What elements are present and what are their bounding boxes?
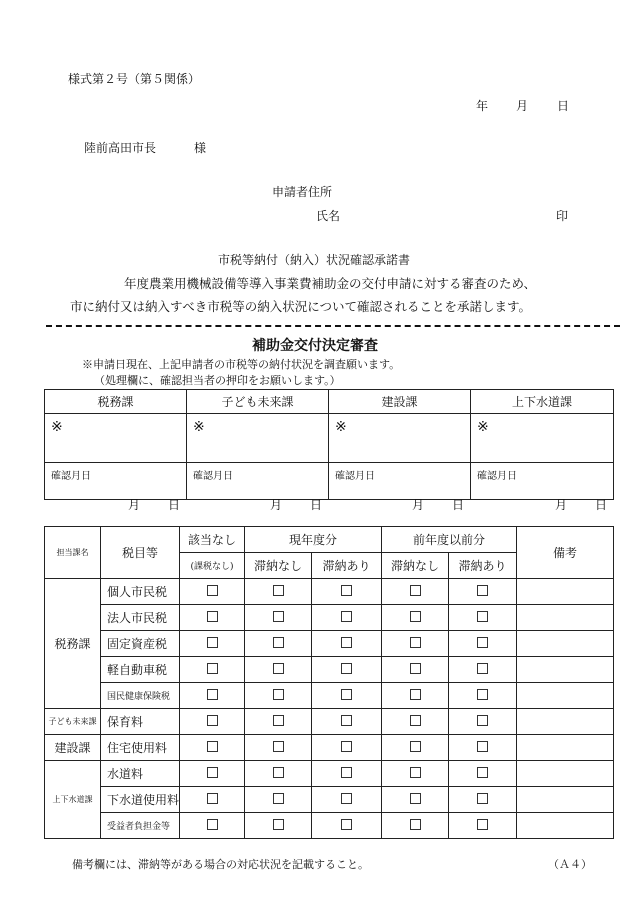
confirm-date-field[interactable] [471,463,614,512]
checkbox[interactable] [477,585,488,596]
confirm-date-label: 確認月日 [335,471,375,482]
remarks-cell[interactable] [517,605,614,631]
checkbox[interactable] [477,663,488,674]
remarks-cell[interactable] [517,735,614,761]
checkbox[interactable] [273,663,284,674]
confirm-date-label: 確認月日 [193,471,233,482]
checkbox-cell [449,813,517,839]
checkbox[interactable] [207,715,218,726]
checkbox[interactable] [477,611,488,622]
checkbox-cell [245,813,312,839]
checkbox-cell [382,605,449,631]
table-row [45,813,614,839]
table-row [45,709,614,735]
checkbox[interactable] [410,637,421,648]
checkbox[interactable] [410,585,421,596]
table-row [45,605,614,631]
checkbox-cell [382,787,449,813]
remarks-cell[interactable] [517,657,614,683]
checkbox-cell [449,787,517,813]
checkbox[interactable] [410,611,421,622]
checkbox[interactable] [477,637,488,648]
checkbox-cell [312,657,382,683]
checkbox[interactable] [410,767,421,778]
seal-field[interactable] [45,414,187,463]
table-row [45,787,614,813]
review-title: 補助金交付決定審査 [252,338,378,354]
day-label: 日 [167,498,180,512]
dept-header: 建設課 [329,390,471,414]
confirm-date-label: 確認月日 [477,471,517,482]
confirm-date-label: 確認月日 [51,471,91,482]
month-label: 月 [127,498,140,512]
day-label: 日 [451,498,464,512]
consent-title: 市税等納付（納入）状況確認承諾書 [218,253,411,267]
table-row [45,683,614,709]
checkbox[interactable] [410,663,421,674]
checkbox-cell [180,579,245,605]
previous-arrears-header: 滞納あり [449,553,517,579]
consent-line-1: 年度農業用機械設備等導入事業費補助金の交付申請に対する審査のため、 [124,276,537,291]
seal-mark: 印 [556,209,569,223]
remarks-cell[interactable] [517,579,614,605]
tax-item-cell: 保育料 [101,709,180,735]
checkbox[interactable] [410,793,421,804]
remarks-cell[interactable] [517,813,614,839]
checkbox-cell [245,735,312,761]
dept-cell: 子ども未来課 [45,709,101,735]
dept-header: 税務課 [45,390,187,414]
checkbox[interactable] [477,689,488,700]
seal-field[interactable] [471,414,614,463]
tax-status-table [44,526,614,839]
table-row [45,761,614,787]
checkbox-cell [382,657,449,683]
note-mark: ※ [335,419,347,435]
checkbox[interactable] [207,767,218,778]
note-mark: ※ [193,419,205,435]
checkbox-cell [245,761,312,787]
checkbox[interactable] [410,689,421,700]
checkbox-cell [180,709,245,735]
tax-item-cell: 水道料 [101,761,180,787]
checkbox[interactable] [273,819,284,830]
table-row [45,735,614,761]
checkbox-cell [180,657,245,683]
checkbox[interactable] [410,741,421,752]
checkbox[interactable] [341,663,352,674]
checkbox-cell [449,657,517,683]
checkbox[interactable] [207,663,218,674]
checkbox-cell [180,683,245,709]
current-arrears-header: 滞納あり [312,553,382,579]
checkbox-cell [312,631,382,657]
checkbox[interactable] [410,715,421,726]
seal-field[interactable] [329,414,471,463]
checkbox-cell [382,683,449,709]
checkbox-cell [312,683,382,709]
current-year-header: 現年度分 [245,527,382,553]
dept-header: 上下水道課 [471,390,614,414]
checkbox-cell [245,709,312,735]
note-mark: ※ [477,419,489,435]
table-row [45,579,614,605]
checkbox[interactable] [341,585,352,596]
month-label: 月 [554,498,567,512]
tax-item-cell: 住宅使用料 [101,735,180,761]
date-year-label: 年 [476,99,489,113]
dept-cell: 上下水道課 [45,761,101,839]
date-day-label: 日 [557,99,570,113]
checkbox[interactable] [273,637,284,648]
checkbox[interactable] [273,689,284,700]
addressee: 陸前高田市長 [84,141,157,155]
previous-no-arrears-header: 滞納なし [382,553,449,579]
footer-note: 備考欄には、滞納等がある場合の対応状況を記載すること。 [72,858,369,871]
checkbox-cell [245,683,312,709]
checkbox[interactable] [273,767,284,778]
checkbox-cell [180,761,245,787]
checkbox[interactable] [273,741,284,752]
checkbox-cell [245,631,312,657]
day-label: 日 [594,498,607,512]
checkbox-cell [382,761,449,787]
checkbox[interactable] [207,585,218,596]
consent-line-2: 市に納付又は納入すべき市税等の納入状況について確認されることを承諾します。 [70,299,532,314]
checkbox-cell [245,787,312,813]
tax-item-cell: 受益者負担金等 [101,813,180,839]
checkbox-cell [382,709,449,735]
tax-item-cell: 個人市民税 [101,579,180,605]
checkbox-cell [312,761,382,787]
checkbox[interactable] [341,793,352,804]
review-note-2: （処理欄に、確認担当者の押印をお願いします。） [94,374,341,387]
checkbox-cell [180,735,245,761]
tax-item-cell: 軽自動車税 [101,657,180,683]
month-label: 月 [411,498,424,512]
item-column-header: 税目等 [101,527,180,579]
cut-line-divider [46,325,620,327]
honorific: 様 [194,141,207,155]
checkbox[interactable] [273,715,284,726]
remarks-cell[interactable] [517,709,614,735]
paper-size: （Ａ４） [548,858,592,871]
checkbox-cell [382,735,449,761]
checkbox-cell [180,813,245,839]
checkbox[interactable] [273,793,284,804]
checkbox[interactable] [207,611,218,622]
checkbox[interactable] [207,793,218,804]
tax-item-cell: 下水道使用料 [101,787,180,813]
checkbox-cell [312,813,382,839]
checkbox[interactable] [341,611,352,622]
checkbox[interactable] [341,767,352,778]
remarks-column-header: 備考 [517,527,614,579]
checkbox[interactable] [207,819,218,830]
checkbox-cell [312,787,382,813]
checkbox-cell [449,579,517,605]
dept-column-header: 担当課名 [45,527,101,579]
checkbox-cell [180,631,245,657]
none-column-header: 該当なし [180,527,245,553]
checkbox[interactable] [477,767,488,778]
remarks-cell[interactable] [517,683,614,709]
checkbox[interactable] [477,741,488,752]
review-note-1: ※申請日現在、上記申請者の市税等の納付状況を調査願います。 [82,358,401,371]
checkbox-cell [245,657,312,683]
applicant-address-label: 申請者住所 [272,185,333,199]
checkbox-cell [449,683,517,709]
note-mark: ※ [51,419,63,435]
checkbox-cell [180,605,245,631]
checkbox[interactable] [341,637,352,648]
confirm-date-field[interactable] [329,463,471,512]
checkbox-cell [180,787,245,813]
checkbox[interactable] [477,819,488,830]
checkbox[interactable] [207,637,218,648]
applicant-name-label: 氏名 [316,209,341,223]
seal-field[interactable] [187,414,329,463]
checkbox[interactable] [477,715,488,726]
dept-cell: 税務課 [45,579,101,709]
checkbox[interactable] [207,689,218,700]
checkbox[interactable] [477,793,488,804]
checkbox[interactable] [341,819,352,830]
checkbox-cell [382,631,449,657]
day-label: 日 [309,498,322,512]
checkbox-cell [449,605,517,631]
checkbox[interactable] [273,585,284,596]
confirm-date-field[interactable] [187,463,329,512]
checkbox-cell [245,605,312,631]
confirm-date-field[interactable] [45,463,187,512]
none-sub-header: (課税なし) [180,553,245,579]
checkbox-cell [449,631,517,657]
form-number: 様式第２号（第５関係） [68,72,201,86]
remarks-cell[interactable] [517,631,614,657]
checkbox-cell [449,735,517,761]
tax-item-cell: 法人市民税 [101,605,180,631]
checkbox-cell [382,813,449,839]
dept-header: 子ども未来課 [187,390,329,414]
checkbox[interactable] [341,741,352,752]
checkbox-cell [245,579,312,605]
month-label: 月 [269,498,282,512]
checkbox-cell [312,605,382,631]
table-row [45,631,614,657]
checkbox[interactable] [207,741,218,752]
remarks-cell[interactable] [517,761,614,787]
dept-cell: 建設課 [45,735,101,761]
checkbox[interactable] [341,689,352,700]
remarks-cell[interactable] [517,787,614,813]
checkbox-cell [449,709,517,735]
checkbox-cell [312,735,382,761]
checkbox-cell [312,579,382,605]
table-row [45,657,614,683]
department-check-table [44,389,614,512]
checkbox[interactable] [273,611,284,622]
previous-years-header: 前年度以前分 [382,527,517,553]
tax-item-cell: 国民健康保険税 [101,683,180,709]
tax-item-cell: 固定資産税 [101,631,180,657]
date-month-label: 月 [516,99,529,113]
current-no-arrears-header: 滞納なし [245,553,312,579]
checkbox-cell [382,579,449,605]
checkbox[interactable] [410,819,421,830]
checkbox-cell [449,761,517,787]
checkbox-cell [312,709,382,735]
checkbox[interactable] [341,715,352,726]
